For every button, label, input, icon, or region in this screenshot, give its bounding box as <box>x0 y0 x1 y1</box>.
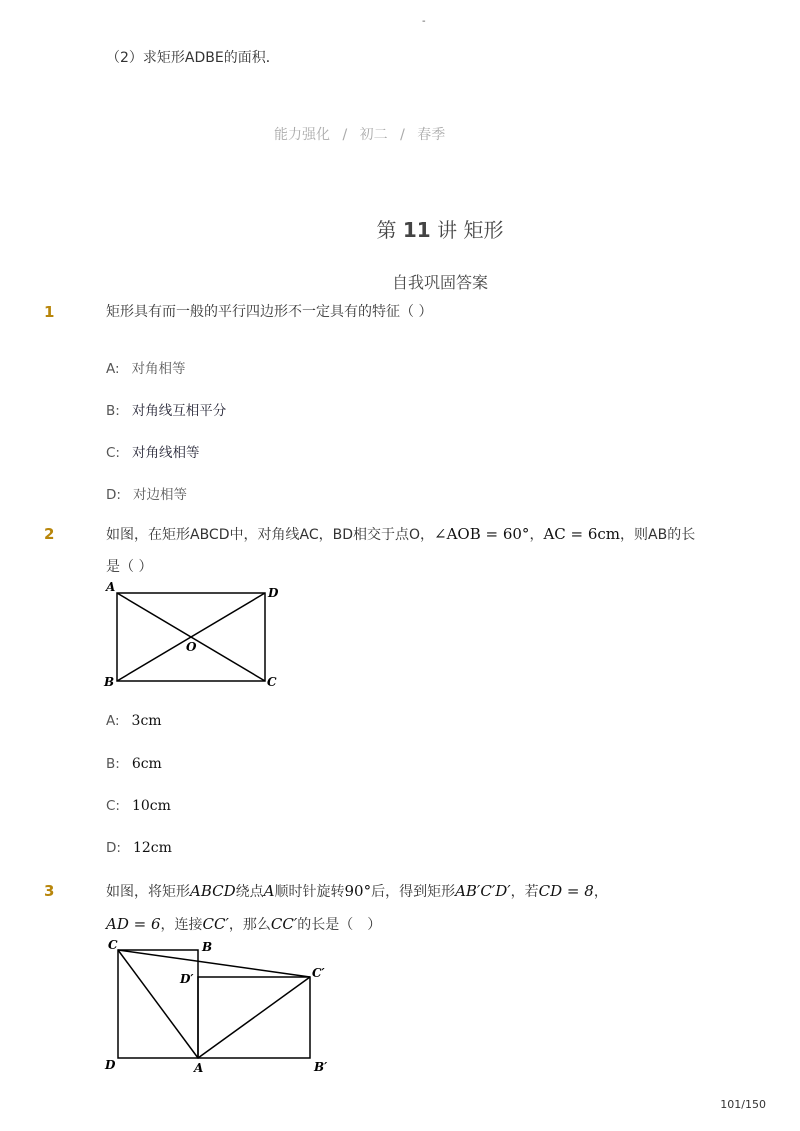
option-letter: B: <box>106 756 120 772</box>
option-text: 3cm <box>131 713 162 729</box>
option-text: 12cm <box>132 840 172 856</box>
option-letter: D: <box>106 487 121 503</box>
math-angle: ∠AOB = 60° <box>434 525 530 543</box>
lecture-number: 11 <box>402 218 431 242</box>
option-text: 对边相等 <box>132 487 187 503</box>
option-letter: C: <box>106 445 120 461</box>
question-number: 1 <box>44 303 55 321</box>
label-b-prime: B′ <box>314 1060 328 1074</box>
label-o: O <box>186 640 197 654</box>
option-a[interactable] <box>106 357 186 377</box>
option-letter: A: <box>106 713 120 729</box>
lecture-prefix: 第 <box>376 218 397 242</box>
label-d: D <box>105 1058 116 1072</box>
label-c: C <box>267 675 277 689</box>
option-c[interactable] <box>106 441 199 461</box>
segment-ca <box>118 950 198 1058</box>
section-title: 自我巩固答案 <box>391 273 488 292</box>
option-letter: B: <box>106 403 120 419</box>
top-mark: - <box>422 16 426 27</box>
breadcrumb-separator: / <box>342 127 348 143</box>
rotated-rectangle-figure <box>100 935 340 1075</box>
label-d-prime: D′ <box>180 972 194 986</box>
breadcrumb-separator: / <box>400 127 405 143</box>
rectangle-diagonals-figure <box>100 578 290 690</box>
breadcrumb-item-term: 春季 <box>417 127 446 143</box>
segment-ac-prime <box>198 977 310 1058</box>
question-text: 如图，将矩形ABCD绕点A顺时针旋转90°后，得到矩形AB′C′D′，若CD = 8， AD = 6，连接CC′，那么CC′的长是（ ） <box>106 882 608 933</box>
label-b: B <box>202 940 213 954</box>
question-text: 如图，在矩形ABCD中，对角线AC，BD相交于点O，∠AOB = 60°，AC = 6cm，则AB的长 是（ ） <box>106 525 696 575</box>
label-a: A <box>194 1061 204 1075</box>
option-c[interactable] <box>106 798 171 814</box>
question-number: 3 <box>44 882 55 900</box>
option-a[interactable] <box>106 713 162 729</box>
option-letter: D: <box>106 840 121 856</box>
option-text: 对角线互相平分 <box>131 403 227 419</box>
option-letter: C: <box>106 798 120 814</box>
option-text: 6cm <box>131 756 162 772</box>
breadcrumb-item-grade: 初二 <box>359 127 388 143</box>
previous-question-part: （2）求矩形ADBE的面积． <box>106 50 280 66</box>
page-number: 101/150 <box>720 1098 766 1111</box>
option-letter: A: <box>106 361 120 377</box>
label-d: D <box>268 586 279 600</box>
breadcrumb <box>270 124 449 144</box>
option-d[interactable] <box>106 840 172 856</box>
option-d[interactable] <box>106 483 187 503</box>
option-text: 对角相等 <box>131 361 186 377</box>
option-text: 对角线相等 <box>131 445 200 461</box>
segment-cc-prime <box>118 950 310 977</box>
lecture-title <box>0 214 800 243</box>
option-b[interactable] <box>106 399 226 419</box>
option-text: 10cm <box>131 798 171 814</box>
math-ac: AC = 6cm <box>543 525 621 543</box>
option-b[interactable] <box>106 756 162 772</box>
lecture-suffix: 讲 矩形 <box>437 218 504 242</box>
question-text: 矩形具有而一般的平行四边形不一定具有的特征（ ） <box>106 304 433 320</box>
label-c: C <box>108 938 118 952</box>
label-b: B <box>104 675 115 689</box>
label-a: A <box>106 580 116 594</box>
breadcrumb-item-course: 能力强化 <box>274 127 330 143</box>
question-number: 2 <box>44 525 55 543</box>
label-c-prime: C′ <box>312 966 325 980</box>
